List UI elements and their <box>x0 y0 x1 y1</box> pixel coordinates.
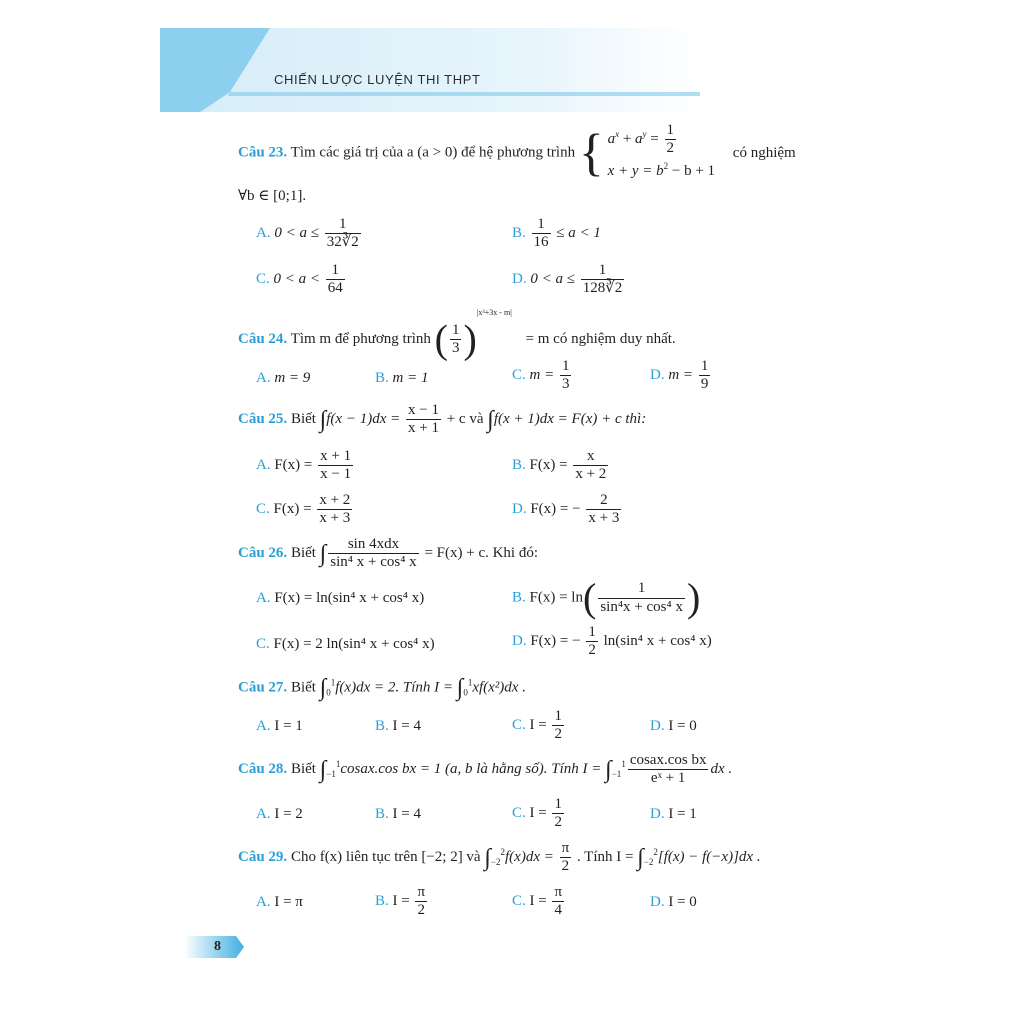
question-label: Câu 23. <box>238 144 288 161</box>
system-line-2: $x + y = b^2 - b + 1$ <box>607 160 716 179</box>
question-text: Tìm các giá trị của a (a > 0) để hệ phương trình <box>290 144 576 161</box>
option-d: D. I = 1 <box>650 806 697 822</box>
option-d: D. I = 0 <box>650 894 697 910</box>
exponent: |x³+3x - m| <box>476 308 512 317</box>
option-c: C. F(x) = $\frac{x + 2}{x + 3}$ <box>256 492 351 527</box>
option-c: C. 0 < a < $\frac{1}{64}$ <box>256 262 343 297</box>
system-brace: { <box>578 124 604 182</box>
option-d: D. 0 < a ≤ $\frac{1}{128∛2}$ <box>512 262 623 297</box>
option-b: B. m = 1 <box>375 370 429 386</box>
option-d: D. F(x) = − $\frac{2}{x + 3}$ <box>512 492 620 527</box>
question-26: Câu 26. Biết ∫ $\frac{\text{sin 4xdx}}{\text{sin⁴ x + cos⁴ x}}$ = F(x) + c. Khi đó: <box>238 536 539 571</box>
option-c: C. I = $\frac{1}{2}$ <box>512 796 562 831</box>
option-a: A. m = 9 <box>256 370 311 386</box>
option-b: B. I = 4 <box>375 806 421 822</box>
option-b: B. I = $\frac{\pi}{2}$ <box>375 884 426 919</box>
question-23-condition: ∀b ∈ [0;1]. <box>238 188 307 204</box>
question-29: Câu 29. Cho f(x) liên tục trên [−2; 2] và $\int_{-2}^2f(x)dx$ = $\frac{\pi}{2}$ . Tính $I = \int_{-2}^2[f(x) - f(-x)]dx$ . <box>238 840 761 875</box>
question-23 <box>238 122 796 185</box>
question-tail: có nghiệm <box>732 144 796 161</box>
option-c: C. m = $\frac{1}{3}$ <box>512 358 570 393</box>
option-a: A. F(x) = $\frac{x + 1}{x - 1}$ <box>256 448 352 483</box>
option-b: B. F(x) = $\frac{x}{x + 2}$ <box>512 448 607 483</box>
option-b: B. $\frac{1}{16}$ ≤ a < 1 <box>512 216 601 251</box>
equation-system <box>608 122 715 185</box>
question-28: Câu 28. Biết $\int_{-1}^1cosax.\cos$ bx = 1 (a, b là hằng số). Tính $I = \int_{-1}^1$ $\frac{\text{cosax.cos bx}}{\text{eˣ + 1}}$ dx . <box>238 752 733 787</box>
option-a: A. 0 < a ≤ $\frac{1}{32∛2}$ <box>256 216 359 251</box>
question-24: Câu 24. Tìm m để phương trình ( $\frac{1}{3}$ )$^{|x^3+3x - m|}$ = m có nghiệm duy nhất. <box>238 308 676 362</box>
system-line-1: $a^x + a^y$ = $\frac{1}{2}$ <box>607 122 674 157</box>
header-title: CHIẾN LƯỢC LUYỆN THI THPT <box>274 72 481 87</box>
option-b: B. I = 4 <box>375 718 421 734</box>
option-a: A. F(x) = ln(sin⁴ x + cos⁴ x) <box>256 590 425 606</box>
option-c: C. I = $\frac{1}{2}$ <box>512 708 562 743</box>
question-25: Câu 25. Biết ∫f(x − 1)dx = $\frac{x - 1}{x + 1}$ + c và ∫f(x + 1)dx = F(x) + c thì: <box>238 402 647 437</box>
option-a: A. I = π <box>256 894 303 910</box>
page-number: 8 <box>214 939 221 954</box>
option-d: D. F(x) = − $\frac{1}{2}$ ln(sin⁴ x + cos⁴ x) <box>512 624 712 659</box>
option-b: B. F(x) = ln( $\frac{1}{\text{sin⁴x + cos⁴ x}}$ ) <box>512 575 701 620</box>
option-a: A. I = 2 <box>256 806 303 822</box>
option-c: C. I = $\frac{\pi}{4}$ <box>512 884 563 919</box>
option-a: A. I = 1 <box>256 718 303 734</box>
option-c: C. F(x) = 2 ln(sin⁴ x + cos⁴ x) <box>256 636 435 652</box>
question-27: Câu 27. Biết $\int_0^1f(x)dx = 2$. Tính $I = \int_0^1xf(x^2)dx$ . <box>238 675 526 701</box>
option-d: D. m = $\frac{1}{9}$ <box>650 358 709 393</box>
fraction: $\frac{1}{2}$ <box>666 122 674 157</box>
option-d: D. I = 0 <box>650 718 697 734</box>
